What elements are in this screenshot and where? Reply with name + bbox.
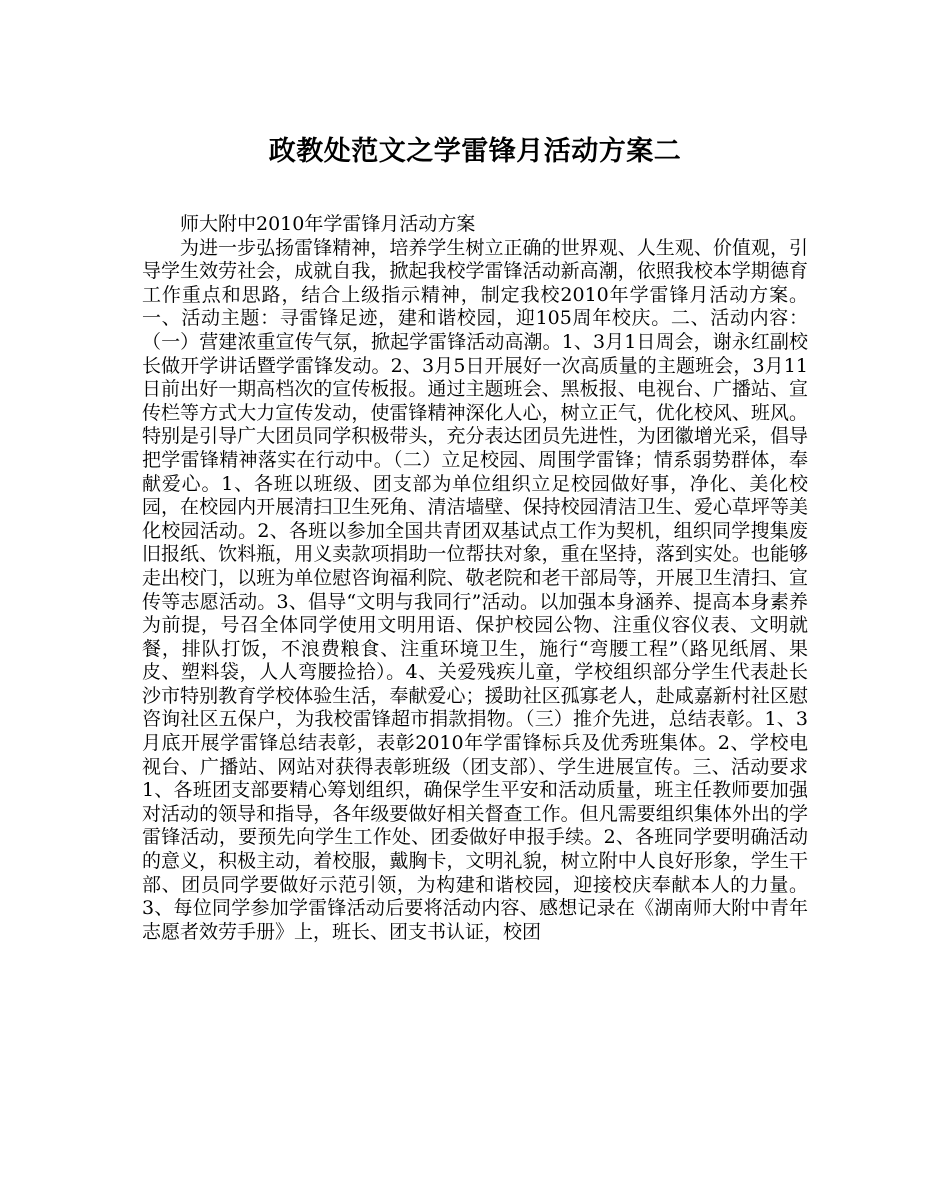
body-paragraph: 为进一步弘扬雷锋精神，培养学生树立正确的世界观、人生观、价值观，引导学生效劳社会，成就自我，掀起我校学雷锋活动新高潮，依照我校本学期德育工作重点和思路，结合上级指示精神，制定我校2010年学雷锋月活动方案。一、活动主题：寻雷锋足迹，建和谐校园，迎105周年校庆。二、活动内容：（一）营建浓重宣传气氛，掀起学雷锋活动高潮。1、3月1日周会，谢永红副校长做开学讲话暨学雷锋发动。2、3月5日开展好一次高质量的主题班会，3月11日前出好一期高档次的宣传板报。通过主题班会、黑板报、电视台、广播站、宣传栏等方式大力宣传发动，使雷锋精神深化人心，树立正气，优化校风、班风。特别是引导广大团员同学积极带头，充分表达团员先进性，为团徽增光采，倡导把学雷锋精神落实在行动中。（二）立足校园、周围学雷锋；情系弱势群体，奉献爱心。1、各班以班级、团支部为单位组织立足校园做好事，净化、美化校园，在校园内开展清扫卫生死角、清洁墙壁、保持校园清洁卫生、爱心草坪等美化校园活动。2、各班以参加全国共青团双基试点工作为契机，组织同学搜集废旧报纸、饮料瓶，用义卖款项捐助一位帮扶对象，重在坚持，落到实处。也能够走出校门，以班为单位慰咨询福利院、敬老院和老干部局等，开展卫生清扫、宣传等志愿活动。3、倡导“文明与我同行”活动。以加强本身涵养、提高本身素养为前提，号召全体同学使用文明用语、保护校园公物、注重仪容仪表、文明就餐，排队打饭，不浪费粮食、注重环境卫生，施行“弯腰工程”（路见纸屑、果皮、塑料袋，人人弯腰捡拾）。4、关爱残疾儿童，学校组织部分学生代表赴长沙市特别教育学校体验生活，奉献爱心；援助社区孤寡老人，赴咸嘉新村社区慰咨询社区五保户，为我校雷锋超市捐款捐物。（三）推介先进，总结表彰。1、3月底开展学雷锋总结表彰，表彰2010年学雷锋标兵及优秀班集体。2、学校电视台、广播站、网站对获得表彰班级（团支部）、学生进展宣传。三、活动要求1、各班团支部要精心筹划组织，确保学生平安和活动质量，班主任教师要加强对活动的领导和指导，各年级要做好相关督查工作。但凡需要组织集体外出的学雷锋活动，要预先向学生工作处、团委做好申报手续。2、各班同学要明确活动的意义，积极主动，着校服，戴胸卡，文明礼貌，树立附中人良好形象，学生干部、团员同学要做好示范引领，为构建和谐校园，迎接校庆奉献本人的力量。3、每位同学参加学雷锋活动后要将活动内容、感想记录在《湖南师大附中青年志愿者效劳手册》上，班长、团支书认证，校团 (142, 236, 808, 943)
document-title: 政教处范文之学雷锋月活动方案二 (268, 136, 682, 167)
document-subtitle: 师大附中2010年学雷锋月活动方案 (180, 213, 476, 235)
document-body (142, 213, 808, 944)
